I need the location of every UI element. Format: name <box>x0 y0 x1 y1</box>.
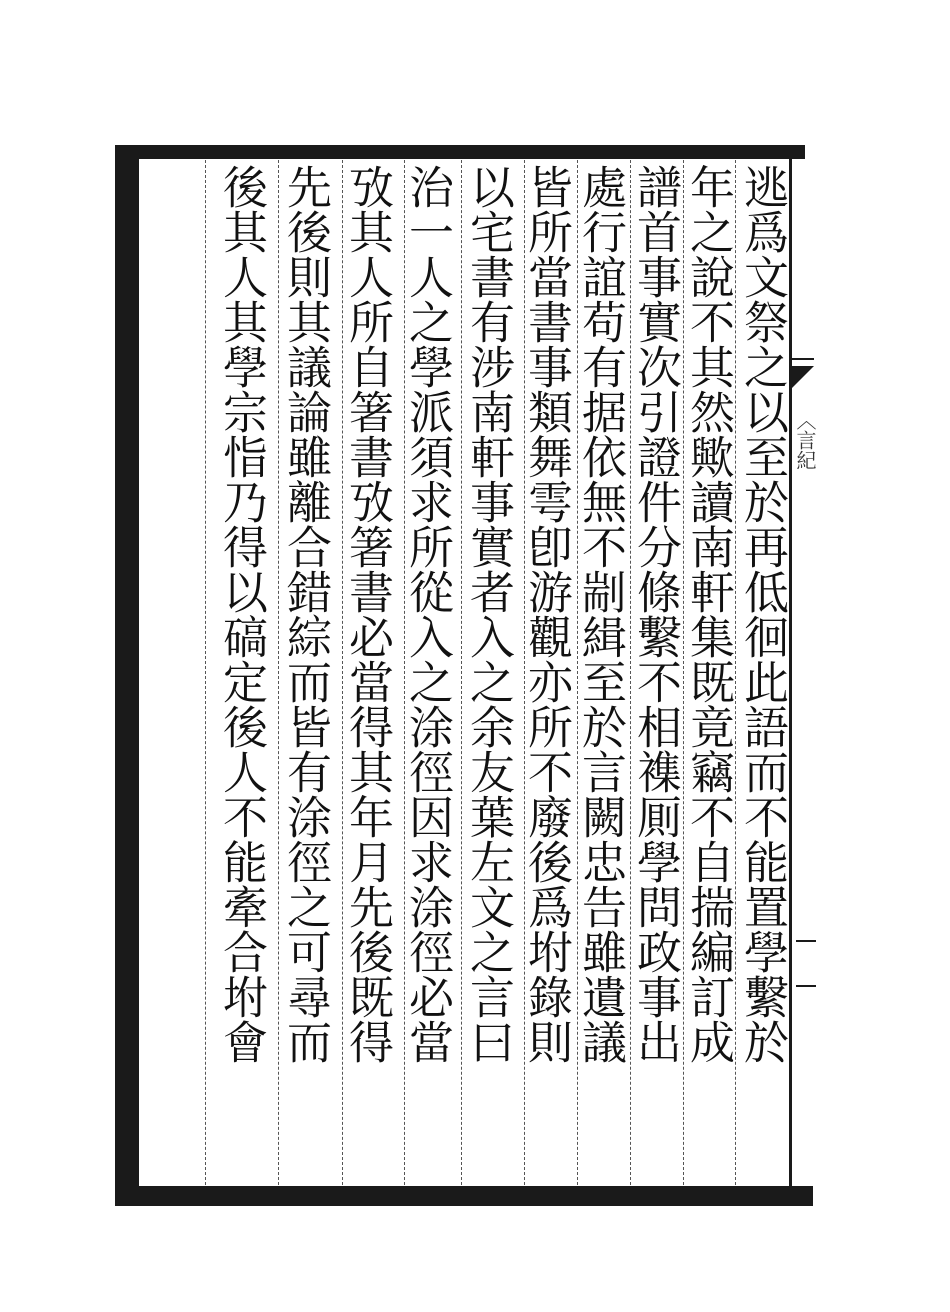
text-column-4: 處行誼苟有据依無不剬緝至於言闕忠告雖遺議 <box>574 164 627 1064</box>
text-column-7: 治一人之學派須求所從入之涂徑因求涂徑必當 <box>401 164 454 1064</box>
frame-left-border <box>115 145 139 1206</box>
folio-mark <box>796 940 816 942</box>
text-column-3: 譜首事實次引證件分條繫不相襍厠學問政事出 <box>629 164 682 1064</box>
column-divider <box>205 160 206 1185</box>
text-column-10: 後其人其學宗恉乃得以碻定後人不能牽合坿會 <box>215 164 268 1064</box>
text-column-5: 皆所當書事類舞雩卽游觀亦所不廢後爲坿錄則 <box>520 164 573 1064</box>
fishtail-line <box>792 358 814 360</box>
text-column-8: 攷其人所自箸書攷箸書必當得其年月先後既得 <box>341 164 394 1064</box>
fishtail-mark-icon <box>792 366 814 388</box>
frame-top-border <box>115 145 805 159</box>
text-column-2: 年之說不其然歟讀南軒集既竟竊不自揣編訂成 <box>682 164 735 1064</box>
frame-bottom-border <box>123 1186 813 1206</box>
margin-title: 〈言紀 <box>793 410 817 470</box>
text-column-6: 以宅書有涉南軒事實者入之余友葉左文之言曰 <box>462 164 515 1064</box>
text-column-1: 逃爲文祭之以至於再低徊此語而不能置學繫於 <box>736 164 789 1064</box>
folio-mark <box>796 985 816 987</box>
text-column-9: 先後則其議論雖離合錯綜而皆有涂徑之可尋而 <box>279 164 332 1064</box>
